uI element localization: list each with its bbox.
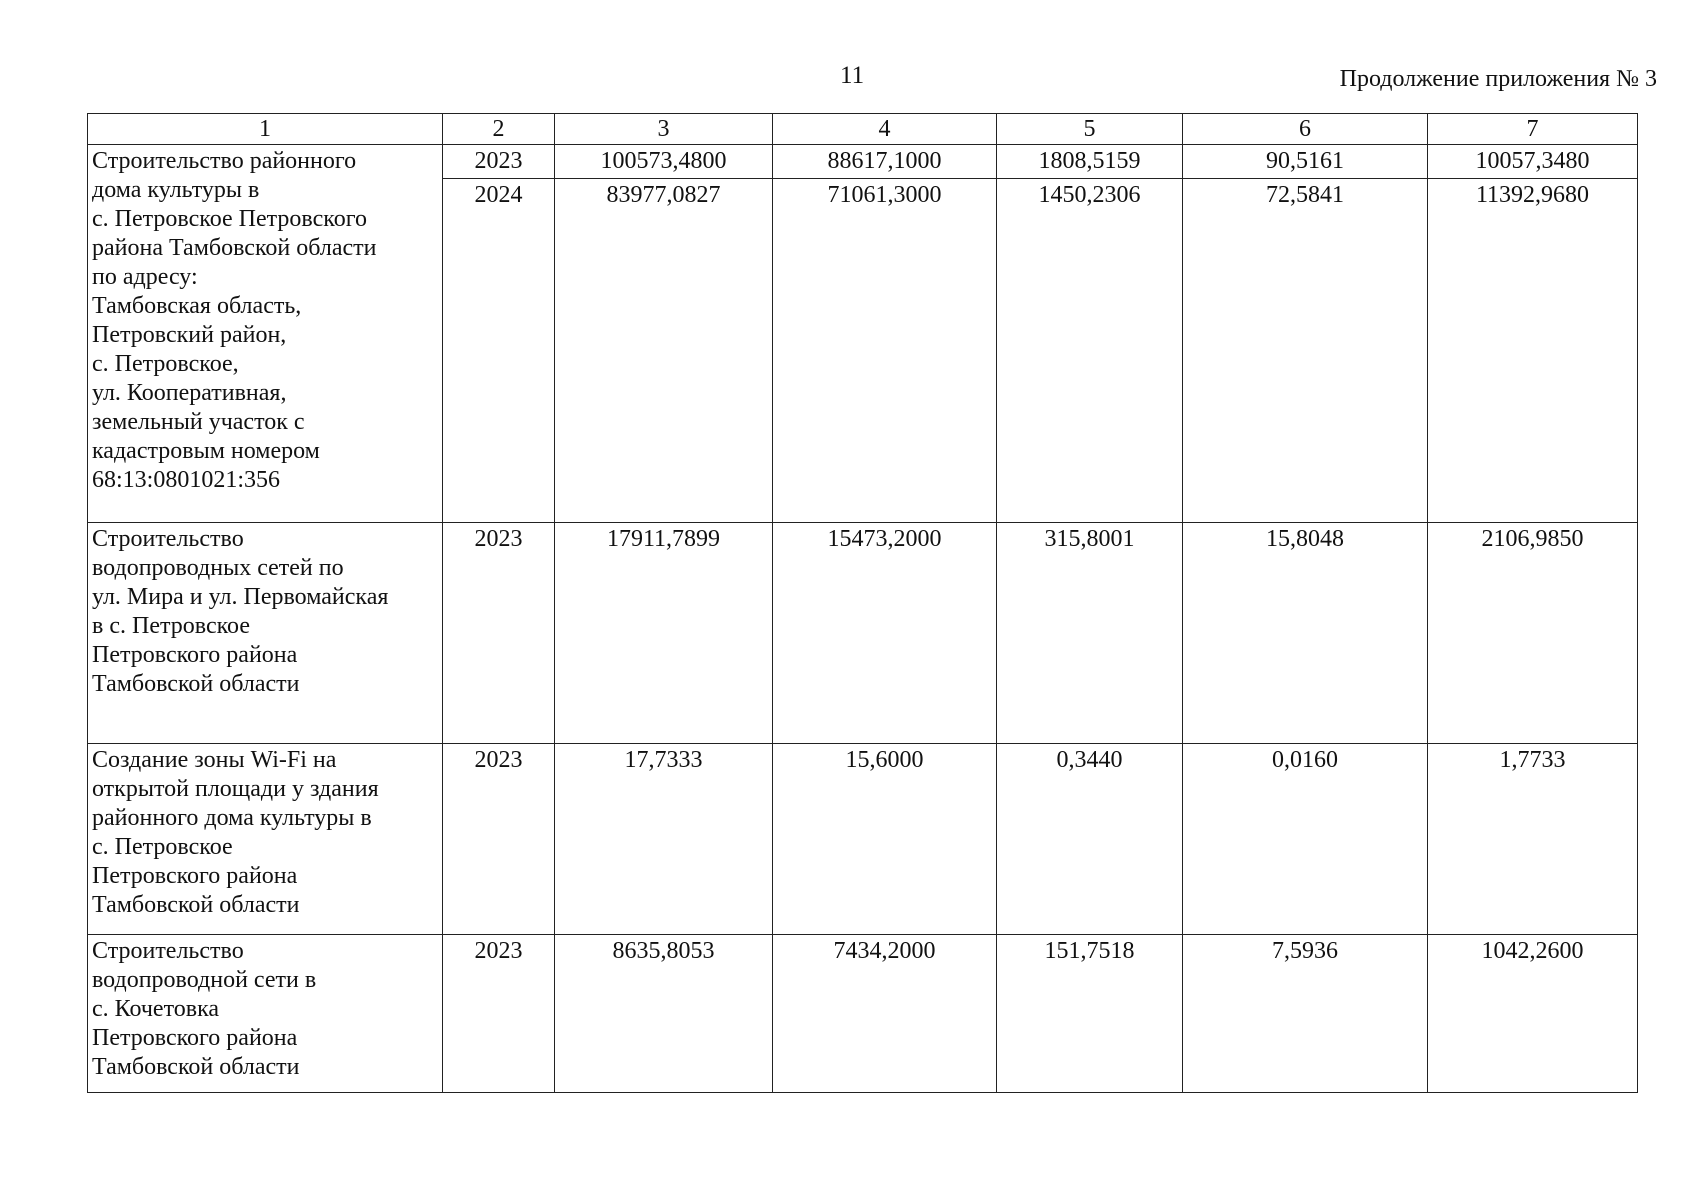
project-name-line: Петровского района <box>92 1025 298 1051</box>
value-cell: 83977,0827 <box>555 179 773 523</box>
value-cell: 15,6000 <box>773 744 997 935</box>
project-name-line: кадастровым номером <box>92 438 320 464</box>
value-cell: 17911,7899 <box>555 523 773 744</box>
year-cell: 2023 <box>443 523 555 744</box>
value-cell: 7,5936 <box>1183 935 1428 1093</box>
value-cell: 88617,1000 <box>773 145 997 179</box>
value-cell: 10057,3480 <box>1428 145 1638 179</box>
column-header: 2 <box>443 114 555 145</box>
table-row <box>88 523 1638 744</box>
project-name-line: ул. Мира и ул. Первомайская <box>92 584 389 610</box>
column-header: 4 <box>773 114 997 145</box>
project-name-cell <box>88 744 443 935</box>
project-name-line: Тамбовской области <box>92 671 300 697</box>
project-name-line: ул. Кооперативная, <box>92 380 287 406</box>
budget-table <box>87 113 1638 1093</box>
project-name-line: Петровского района <box>92 642 298 668</box>
value-cell: 151,7518 <box>997 935 1183 1093</box>
column-header: 6 <box>1183 114 1428 145</box>
value-cell: 71061,3000 <box>773 179 997 523</box>
value-cell: 72,5841 <box>1183 179 1428 523</box>
project-name-cell <box>88 145 443 523</box>
value-cell: 1042,2600 <box>1428 935 1638 1093</box>
value-cell: 15,8048 <box>1183 523 1428 744</box>
column-header: 7 <box>1428 114 1638 145</box>
project-name-line: Строительство <box>92 526 244 552</box>
project-name-line: Создание зоны Wi-Fi на <box>92 747 337 773</box>
project-name-line: Петровский район, <box>92 322 287 348</box>
project-name-line: Петровского района <box>92 863 298 889</box>
value-cell: 0,3440 <box>997 744 1183 935</box>
value-cell: 7434,2000 <box>773 935 997 1093</box>
project-name-line: Строительство районного <box>92 148 357 174</box>
year-cell: 2023 <box>443 935 555 1093</box>
value-cell: 1450,2306 <box>997 179 1183 523</box>
project-name-line: с. Петровское Петровского <box>92 206 367 232</box>
project-name-line: Тамбовской области <box>92 892 300 918</box>
project-name-cell <box>88 523 443 744</box>
column-number-row <box>88 114 1638 145</box>
value-cell: 100573,4800 <box>555 145 773 179</box>
project-name-line: по адресу: <box>92 264 198 290</box>
project-name-line: с. Петровское <box>92 834 233 860</box>
column-header: 1 <box>88 114 443 145</box>
project-name-line: районного дома культуры в <box>92 805 372 831</box>
year-cell: 2023 <box>443 744 555 935</box>
column-header: 3 <box>555 114 773 145</box>
project-name-line: водопроводных сетей по <box>92 555 344 581</box>
table-row <box>88 145 1638 179</box>
project-name-line: с. Кочетовка <box>92 996 220 1022</box>
project-name-line: Тамбовская область, <box>92 293 302 319</box>
value-cell: 0,0160 <box>1183 744 1428 935</box>
value-cell: 1808,5159 <box>997 145 1183 179</box>
value-cell: 11392,9680 <box>1428 179 1638 523</box>
value-cell: 1,7733 <box>1428 744 1638 935</box>
table-row <box>88 935 1638 1093</box>
project-name-line: Строительство <box>92 938 244 964</box>
value-cell: 90,5161 <box>1183 145 1428 179</box>
project-name-line: земельный участок с <box>92 409 305 435</box>
value-cell: 17,7333 <box>555 744 773 935</box>
value-cell: 2106,9850 <box>1428 523 1638 744</box>
project-name-line: с. Петровское, <box>92 351 239 377</box>
value-cell: 15473,2000 <box>773 523 997 744</box>
project-name-line: дома культуры в <box>92 177 260 203</box>
year-cell: 2024 <box>443 179 555 523</box>
project-name-line: Тамбовской области <box>92 1054 300 1080</box>
project-name-line: открытой площади у здания <box>92 776 379 802</box>
table-row <box>88 744 1638 935</box>
year-cell: 2023 <box>443 145 555 179</box>
appendix-continuation-note: Продолжение приложения № 3 <box>1339 66 1657 92</box>
project-name-line: района Тамбовской области <box>92 235 377 261</box>
project-name-line: 68:13:0801021:356 <box>92 467 281 493</box>
page-number: 11 <box>840 62 865 89</box>
project-name-cell <box>88 935 443 1093</box>
project-name-line: в с. Петровское <box>92 613 250 639</box>
column-header: 5 <box>997 114 1183 145</box>
project-name-line: водопроводной сети в <box>92 967 317 993</box>
value-cell: 315,8001 <box>997 523 1183 744</box>
value-cell: 8635,8053 <box>555 935 773 1093</box>
